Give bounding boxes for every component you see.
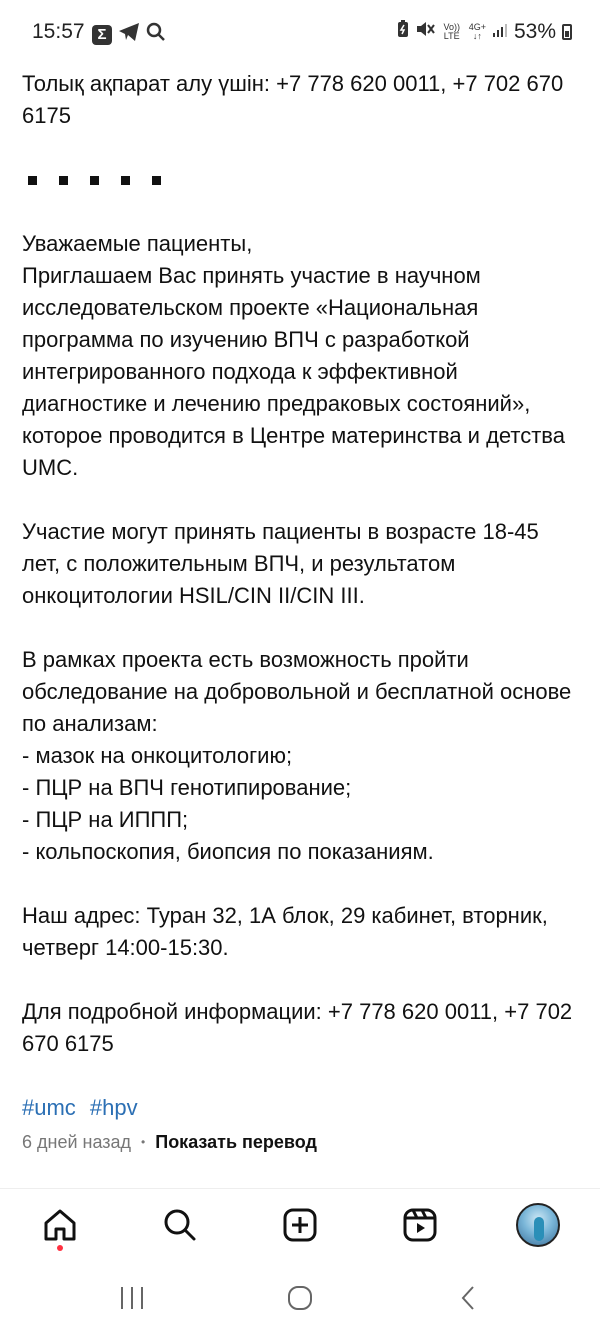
post-caption (22, 68, 582, 1154)
intro-text: Уважаемые пациенты, Приглашаем Вас принять участие в научном исследовательском проекте «Национальная программа по изучению ВПЧ с разработкой интегрированного подхода к эффективной диагностике и лечению предраковых состояний», которое проводится в Центре материнства и детства UMC. (22, 231, 565, 480)
square-bullet (121, 176, 130, 185)
network-type (469, 23, 486, 41)
network-type-label: 4G+ (468, 22, 486, 32)
post-meta (22, 1130, 582, 1154)
home-button[interactable] (280, 1282, 320, 1314)
address-text: Наш адрес: Туран 32, 1А блок, 29 кабинет, вторник, четверг 14:00-15:30. (22, 903, 548, 960)
separator-squares (28, 164, 582, 196)
eligibility-text: Участие могут принять пациенты в возрасте 18-45 лет, с положительным ВПЧ, и результатом онкоцитологии HSIL/CIN II/CIN III. (22, 519, 539, 608)
contact-kz-text: Толық ақпарат алу үшін: +7 778 620 0011, +7 702 670 6175 (22, 71, 564, 128)
post-time: 6 дней назад (22, 1132, 132, 1152)
hashtag-link[interactable]: #umc (22, 1095, 76, 1120)
create-icon[interactable] (278, 1203, 322, 1247)
data-arrows-icon: ↓↑ (472, 31, 482, 41)
sigma-app-icon: Σ (92, 25, 112, 45)
bottom-nav-bar (0, 1188, 600, 1265)
search-icon (146, 22, 166, 47)
signal-icon (492, 20, 508, 44)
battery-percent: 53% (513, 20, 556, 43)
contact-ru-text: Для подробной информации: +7 778 620 0011, +7 702 670 6175 (22, 999, 573, 1056)
telegram-icon (118, 22, 140, 47)
system-nav-bar (0, 1264, 600, 1332)
status-notification-icons (92, 22, 166, 47)
tests-text: В рамках проекта есть возможность пройти обследование на добровольной и бесплатной основе по анализам: - мазок на онкоцитологию; - ПЦР на ВПЧ генотипирование; - ПЦР на ИППП; - кольпоскопия, биопсия по показаниям. (22, 647, 572, 864)
notification-dot (57, 1245, 63, 1251)
back-button[interactable] (448, 1282, 488, 1314)
status-time: 15:57 (32, 20, 85, 43)
mute-icon (415, 20, 435, 44)
recents-button[interactable] (112, 1282, 152, 1314)
hashtag-link[interactable]: #hpv (89, 1095, 138, 1120)
battery-icon (562, 24, 572, 40)
home-icon[interactable] (38, 1203, 82, 1247)
avatar (516, 1203, 560, 1247)
reels-icon[interactable] (398, 1203, 442, 1247)
hashtags (22, 1092, 582, 1124)
volte-indicator: Vo)) LTE (443, 22, 460, 41)
square-bullet (59, 176, 68, 185)
meta-separator: • (141, 1135, 146, 1149)
status-system-icons (397, 20, 572, 44)
status-bar (0, 0, 600, 66)
square-bullet (90, 176, 99, 185)
profile-avatar[interactable] (516, 1203, 560, 1247)
search-icon[interactable] (158, 1203, 202, 1247)
square-bullet (152, 176, 161, 185)
battery-saver-icon (397, 20, 409, 44)
show-translation-link[interactable]: Показать перевод (155, 1132, 317, 1152)
square-bullet (28, 176, 37, 185)
